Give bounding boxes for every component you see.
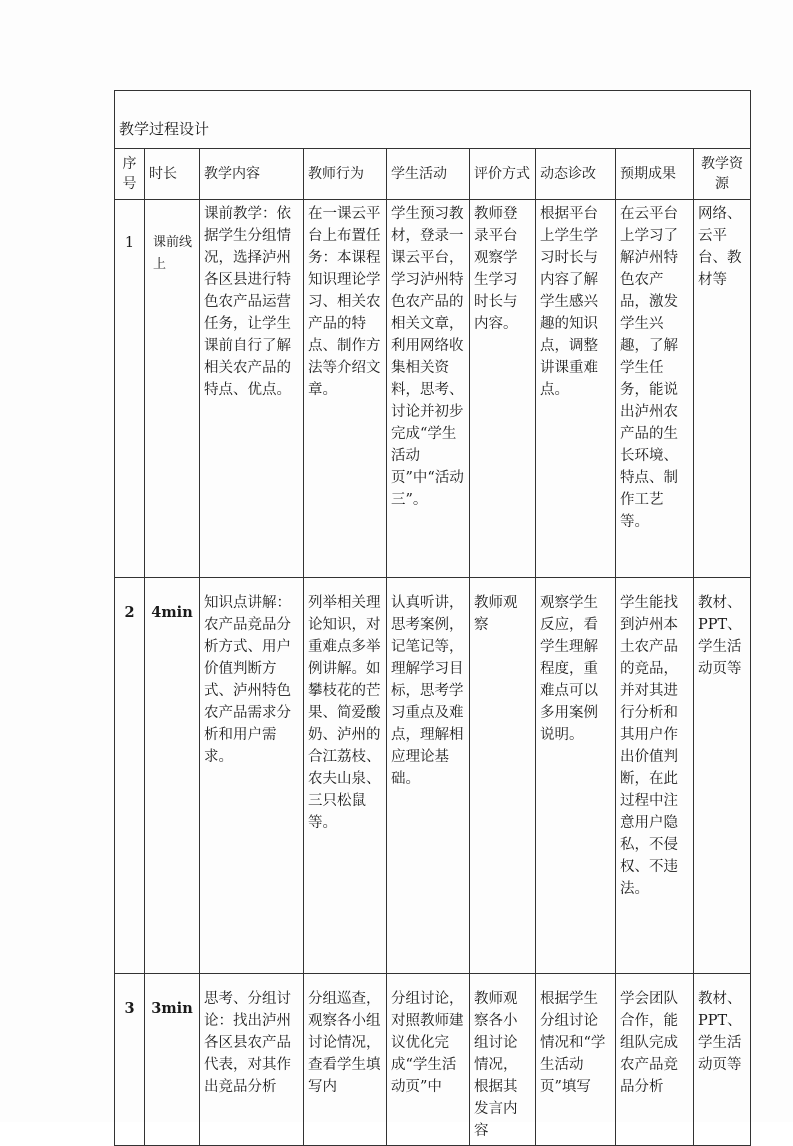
- cell-content: 思考、分组讨论：找出泸州各区县农产品代表，对其作出竞品分析: [200, 974, 304, 1146]
- cell-resources: 网络、云平台、教材等: [694, 200, 751, 578]
- table-row: [115, 578, 751, 974]
- cell-outcome: 学会团队合作，能组队完成农产品竞品分析: [616, 974, 694, 1146]
- header-student: 学生活动: [387, 149, 470, 200]
- cell-duration: 4min: [145, 578, 200, 974]
- table-row: [115, 974, 751, 1146]
- cell-teacher: 在一课云平台上布置任务：本课程知识理论学习、相关农产品的特点、制作方法等介绍文章。: [304, 200, 387, 578]
- header-outcome: 预期成果: [616, 149, 694, 200]
- cell-idx: 3: [115, 974, 145, 1146]
- header-evaluation: 评价方式: [470, 149, 536, 200]
- cell-content: 课前教学：依据学生分组情况，选择泸州各区县进行特色农产品运营任务，让学生课前自行了解相关农产品的特点、优点。: [200, 200, 304, 578]
- cell-outcome: 学生能找到泸州本土农产品的竞品，并对其进行分析和其用户作出价值判断，在此过程中注意用户隐私，不侵权、不违法。: [616, 578, 694, 974]
- header-duration: 时长: [145, 149, 200, 200]
- cell-idx: 1: [115, 200, 145, 578]
- cell-duration: 课前线上: [145, 200, 200, 578]
- table-title-row: [115, 91, 751, 149]
- cell-duration: 3min: [145, 974, 200, 1146]
- header-adjust: 动态诊改: [536, 149, 616, 200]
- table-row: [115, 200, 751, 578]
- header-idx: 序号: [115, 149, 145, 200]
- cell-idx: 2: [115, 578, 145, 974]
- header-teacher: 教师行为: [304, 149, 387, 200]
- cell-adjust: 观察学生反应，看学生理解程度，重难点可以多用案例说明。: [536, 578, 616, 974]
- cell-resources: 教材、PPT、学生活动页等: [694, 578, 751, 974]
- teaching-process-table: [114, 90, 751, 1146]
- table-title: 教学过程设计: [115, 91, 751, 149]
- cell-evaluation: 教师观察各小组讨论情况，根据其发言内容: [470, 974, 536, 1146]
- cell-adjust: 根据平台上学生学习时长与内容了解学生感兴趣的知识点，调整讲课重难点。: [536, 200, 616, 578]
- cell-adjust: 根据学生分组讨论情况和“学生活动页”填写: [536, 974, 616, 1146]
- cell-student: 学生预习教材，登录一课云平台，学习泸州特色农产品的相关文章，利用网络收集相关资料，思考、讨论并初步完成“学生活动页”中“活动三”。: [387, 200, 470, 578]
- cell-outcome: 在云平台上学习了解泸州特色农产品，激发学生兴趣，了解学生任务，能说出泸州农产品的生长环境、特点、制作工艺等。: [616, 200, 694, 578]
- cell-content: 知识点讲解：农产品竞品分析方式、用户价值判断方式、泸州特色农产品需求分析和用户需求。: [200, 578, 304, 974]
- cell-evaluation: 教师观察: [470, 578, 536, 974]
- cell-student: 分组讨论，对照教师建议优化完成“学生活动页”中: [387, 974, 470, 1146]
- cell-teacher: 列举相关理论知识，对重难点多举例讲解。如攀枝花的芒果、简爱酸奶、泸州的合江荔枝、农夫山泉、三只松鼠等。: [304, 578, 387, 974]
- cell-teacher: 分组巡查，观察各小组讨论情况，查看学生填写内: [304, 974, 387, 1146]
- table-header-row: [115, 149, 751, 200]
- cell-resources: 教材、PPT、学生活动页等: [694, 974, 751, 1146]
- header-resources: 教学资源: [694, 149, 751, 200]
- header-content: 教学内容: [200, 149, 304, 200]
- cell-student: 认真听讲，思考案例，记笔记等，理解学习目标，思考学习重点及难点，理解相应理论基础。: [387, 578, 470, 974]
- cell-evaluation: 教师登录平台观察学生学习时长与内容。: [470, 200, 536, 578]
